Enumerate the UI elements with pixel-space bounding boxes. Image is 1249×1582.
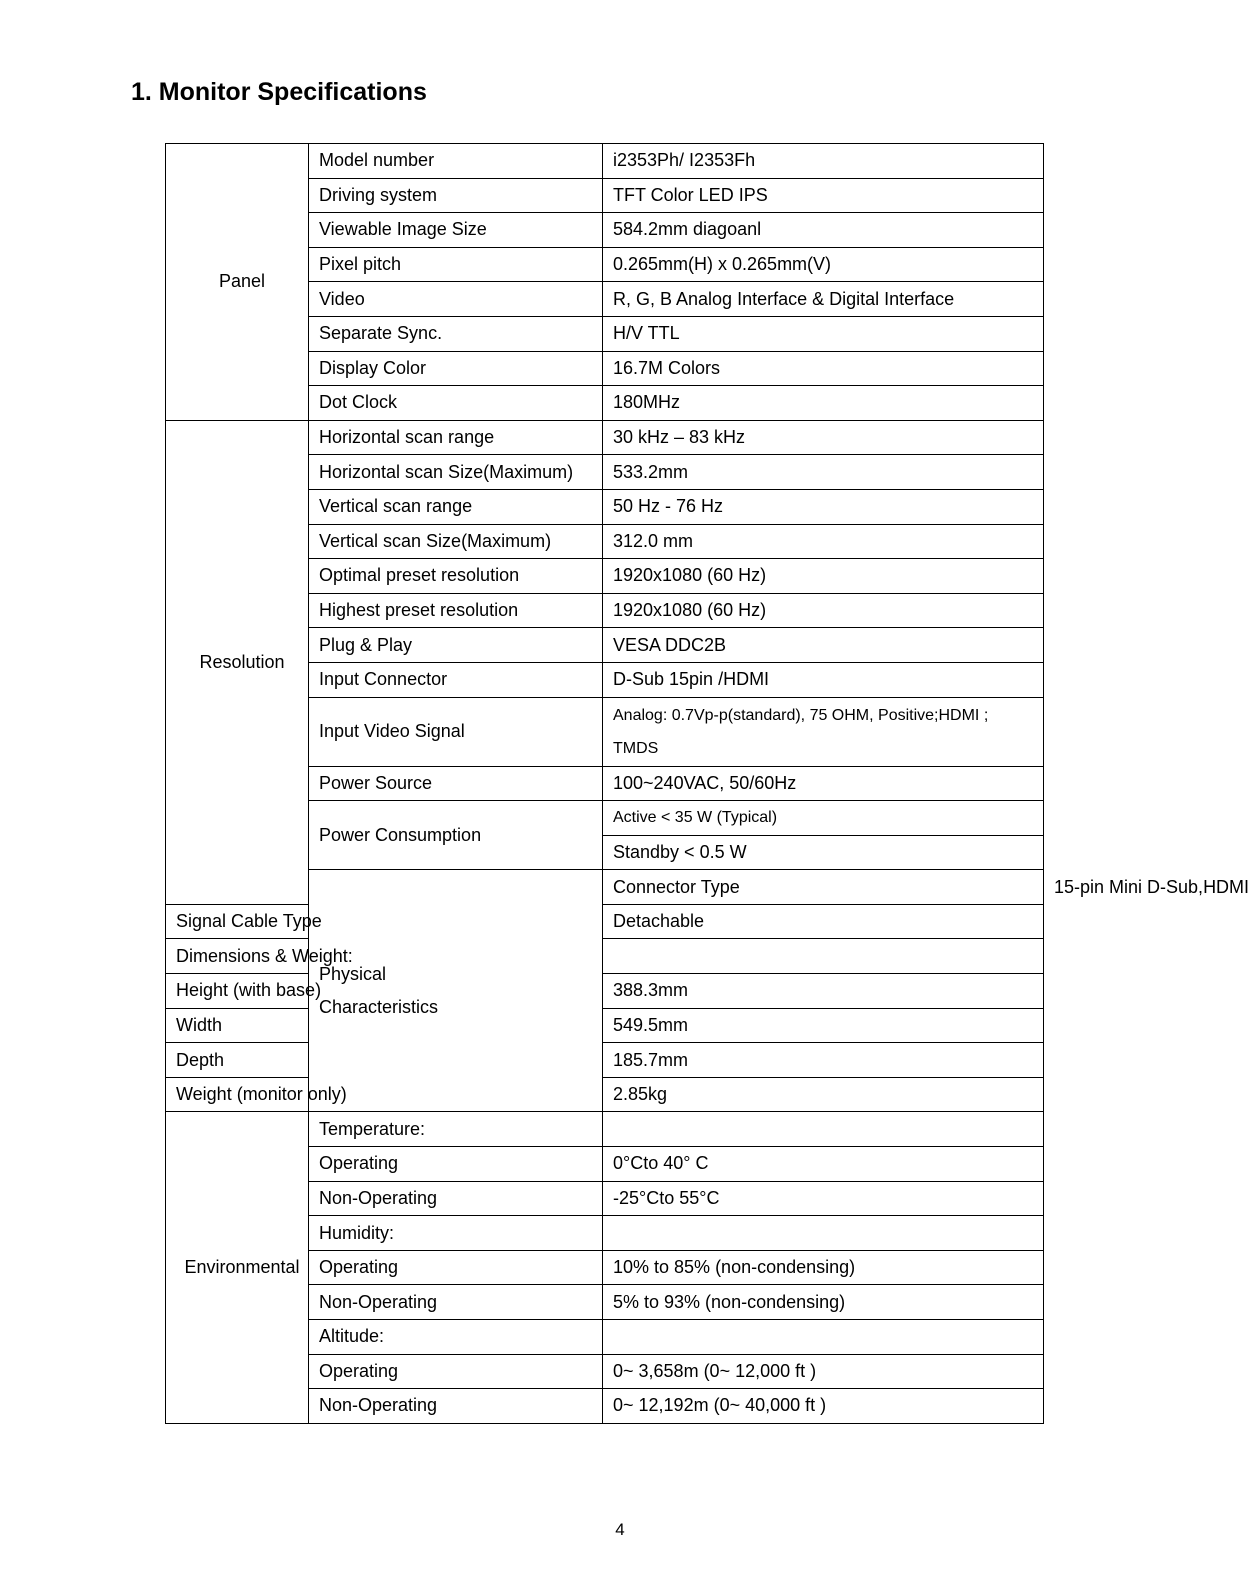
param-label: Connector Type: [603, 870, 1044, 905]
param-label: Viewable Image Size: [309, 213, 603, 248]
param-value: i2353Ph/ I2353Fh: [603, 144, 1044, 179]
category-resolution: Resolution: [166, 420, 309, 904]
category-line: Physical: [319, 963, 387, 984]
param-label: Input Video Signal: [309, 697, 603, 766]
page-title: 1. Monitor Specifications: [131, 78, 427, 106]
param-label: Plug & Play: [309, 628, 603, 663]
param-value: D-Sub 15pin /HDMI: [603, 662, 1044, 697]
param-label: Operating: [309, 1147, 603, 1182]
param-label: Height (with base): [166, 974, 309, 1009]
value-line: TMDS: [613, 739, 659, 757]
param-value: 0°Cto 40° C: [603, 1147, 1044, 1182]
param-label: Power Consumption: [309, 801, 603, 870]
param-value: 10% to 85% (non-condensing): [603, 1250, 1044, 1285]
param-label: Input Connector: [309, 662, 603, 697]
table-row: [166, 939, 1044, 974]
param-value: Active < 35 W (Typical): [603, 801, 1044, 836]
param-value: 312.0 mm: [603, 524, 1044, 559]
param-value: [603, 1320, 1044, 1355]
param-label: Horizontal scan range: [309, 420, 603, 455]
param-label: Non-Operating: [309, 1389, 603, 1424]
param-value: 1920x1080 (60 Hz): [603, 593, 1044, 628]
value-line: Analog: 0.7Vp-p(standard), 75 OHM, Positive;HDMI ;: [613, 706, 989, 724]
param-label: Weight (monitor only): [166, 1077, 309, 1112]
param-value: 2.85kg: [603, 1077, 1044, 1112]
param-value: -25°Cto 55°C: [603, 1181, 1044, 1216]
param-value: 180MHz: [603, 386, 1044, 421]
param-label: Optimal preset resolution: [309, 559, 603, 594]
param-value: 30 kHz – 83 kHz: [603, 420, 1044, 455]
category-line: Characteristics: [319, 996, 439, 1017]
param-label: Video: [309, 282, 603, 317]
table-row: [166, 1077, 1044, 1112]
param-label: Dimensions & Weight:: [166, 939, 309, 974]
param-value: TFT Color LED IPS: [603, 178, 1044, 213]
param-label: Operating: [309, 1250, 603, 1285]
param-value: 16.7M Colors: [603, 351, 1044, 386]
param-value: 0.265mm(H) x 0.265mm(V): [603, 247, 1044, 282]
param-label: Humidity:: [309, 1216, 603, 1251]
category-panel: Panel: [166, 144, 309, 421]
param-value: [603, 1112, 1044, 1147]
param-value: 185.7mm: [603, 1043, 1044, 1078]
param-label: Horizontal scan Size(Maximum): [309, 455, 603, 490]
param-value: 388.3mm: [603, 974, 1044, 1009]
param-label: Signal Cable Type: [166, 904, 309, 939]
param-value: R, G, B Analog Interface & Digital Interface: [603, 282, 1044, 317]
param-value: 100~240VAC, 50/60Hz: [603, 766, 1044, 801]
param-label: Vertical scan range: [309, 489, 603, 524]
table-row: [166, 420, 1044, 455]
param-label: Temperature:: [309, 1112, 603, 1147]
table-row: [166, 974, 1044, 1009]
param-value: Standby < 0.5 W: [603, 835, 1044, 870]
param-label: Highest preset resolution: [309, 593, 603, 628]
param-value: VESA DDC2B: [603, 628, 1044, 663]
table-row: Physical Characteristics Connector Type 15-pin Mini D-Sub,HDMI: [166, 870, 1044, 905]
param-label: Power Source: [309, 766, 603, 801]
param-label: Non-Operating: [309, 1285, 603, 1320]
table-row: [166, 1112, 1044, 1147]
param-value: [603, 697, 1044, 766]
param-label: Width: [166, 1008, 309, 1043]
param-label: Altitude:: [309, 1320, 603, 1355]
param-value: 0~ 12,192m (0~ 40,000 ft ): [603, 1389, 1044, 1424]
param-value: 50 Hz - 76 Hz: [603, 489, 1044, 524]
param-value: 584.2mm diagoanl: [603, 213, 1044, 248]
table-row: [166, 144, 1044, 179]
table-row: [166, 1008, 1044, 1043]
param-label: Driving system: [309, 178, 603, 213]
param-value: H/V TTL: [603, 316, 1044, 351]
param-label: Depth: [166, 1043, 309, 1078]
param-value: 549.5mm: [603, 1008, 1044, 1043]
param-value: [603, 1216, 1044, 1251]
table-row: [166, 1043, 1044, 1078]
page-number: 4: [615, 1520, 625, 1539]
spec-table: [165, 143, 1249, 1424]
param-label: Operating: [309, 1354, 603, 1389]
param-label: Vertical scan Size(Maximum): [309, 524, 603, 559]
param-label: Model number: [309, 144, 603, 179]
param-label: Non-Operating: [309, 1181, 603, 1216]
param-value: 1920x1080 (60 Hz): [603, 559, 1044, 594]
param-label: Separate Sync.: [309, 316, 603, 351]
param-label: Display Color: [309, 351, 603, 386]
param-label: Pixel pitch: [309, 247, 603, 282]
param-value: 533.2mm: [603, 455, 1044, 490]
param-value: 0~ 3,658m (0~ 12,000 ft ): [603, 1354, 1044, 1389]
category-environmental: Environmental: [166, 1112, 309, 1423]
param-label: Dot Clock: [309, 386, 603, 421]
table-row: [166, 904, 1044, 939]
param-value: Detachable: [603, 904, 1044, 939]
param-value: 5% to 93% (non-condensing): [603, 1285, 1044, 1320]
param-value: [603, 939, 1044, 974]
category-physical: [309, 870, 603, 1112]
